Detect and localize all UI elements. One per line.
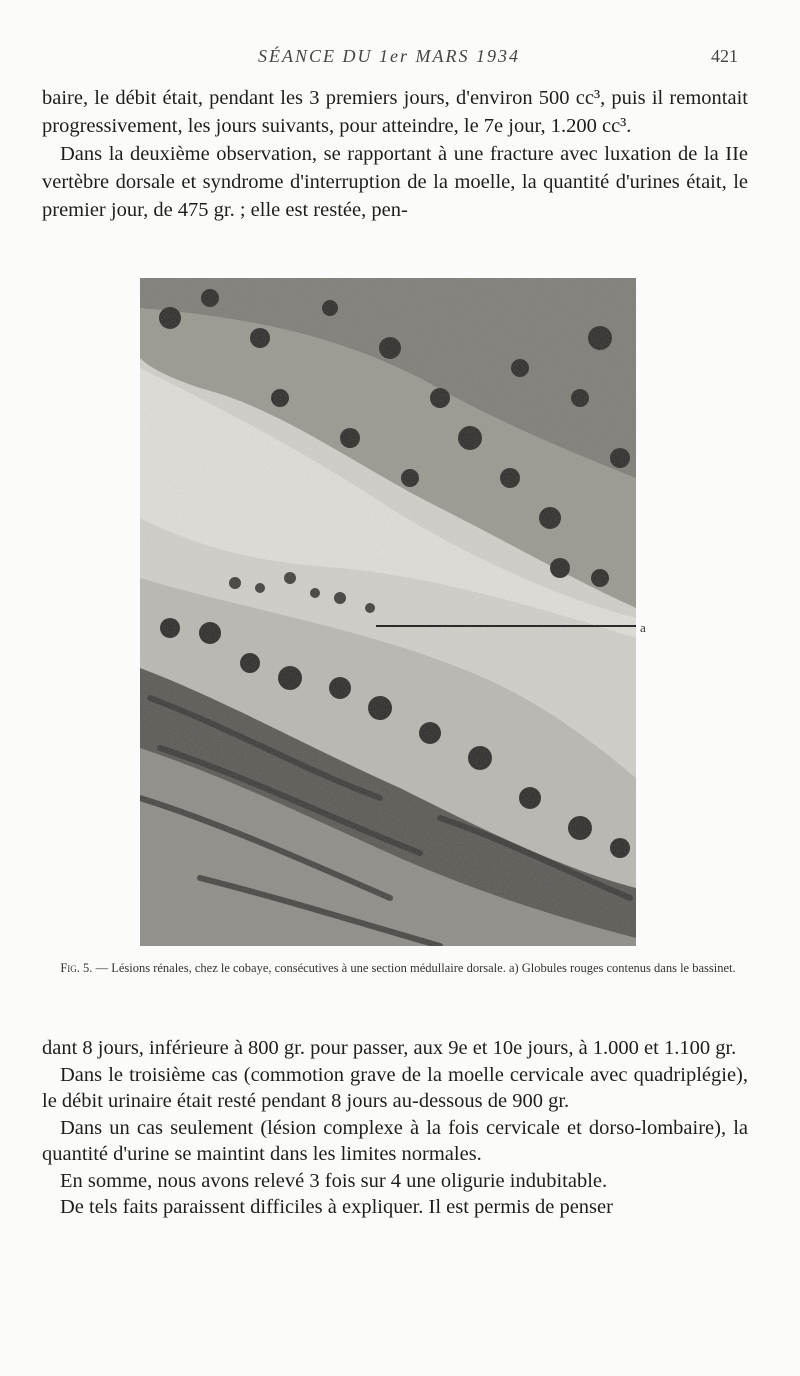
page-header [0, 46, 800, 74]
page-number: 421 [711, 46, 738, 66]
figure-caption-text: — Lésions rénales, chez le cobaye, consécutives à une section médullaire dorsale. a) Globules rouges contenus dans le bassinet. [95, 961, 736, 975]
body-text-bottom [42, 1035, 748, 1221]
histology-micrograph [140, 278, 636, 946]
paragraph: Dans la deuxième observation, se rapportant à une fracture avec luxation de la IIe vertèbre dorsale et syndrome d'interruption de la moelle, la quantité d'urines était, le premier jour, de 475 gr. ; elle est restée, pen- [42, 143, 748, 221]
paragraph: Dans le troisième cas (commotion grave de la moelle cervicale avec quadriplégie), le débit urinaire était resté pendant 8 jours au-dessous de 900 gr. [42, 1063, 748, 1112]
figure-caption [48, 958, 748, 978]
paragraph: Dans un cas seulement (lésion complexe à la fois cervicale et dorso-lombaire), la quantité d'urine se maintint dans les limites normales. [42, 1116, 748, 1165]
figure-number: Fig. 5. [60, 961, 93, 975]
paragraph: dant 8 jours, inférieure à 800 gr. pour passer, aux 9e et 10e jours, à 1.000 et 1.100 gr. [42, 1037, 737, 1059]
paragraph: baire, le débit était, pendant les 3 premiers jours, d'environ 500 cc³, puis il remontait progressivement, les jours suivants, pour atteindre, le 7e jour, 1.200 cc³. [42, 87, 748, 137]
running-title: SÉANCE DU 1er MARS 1934 [258, 46, 520, 66]
body-text-top [42, 84, 748, 224]
figure-label-a: a [640, 620, 646, 635]
paragraph: De tels faits paraissent difficiles à expliquer. Il est permis de penser [60, 1196, 613, 1218]
paragraph: En somme, nous avons relevé 3 fois sur 4 une oligurie indubitable. [60, 1169, 608, 1192]
micrograph-drawing [140, 278, 636, 946]
